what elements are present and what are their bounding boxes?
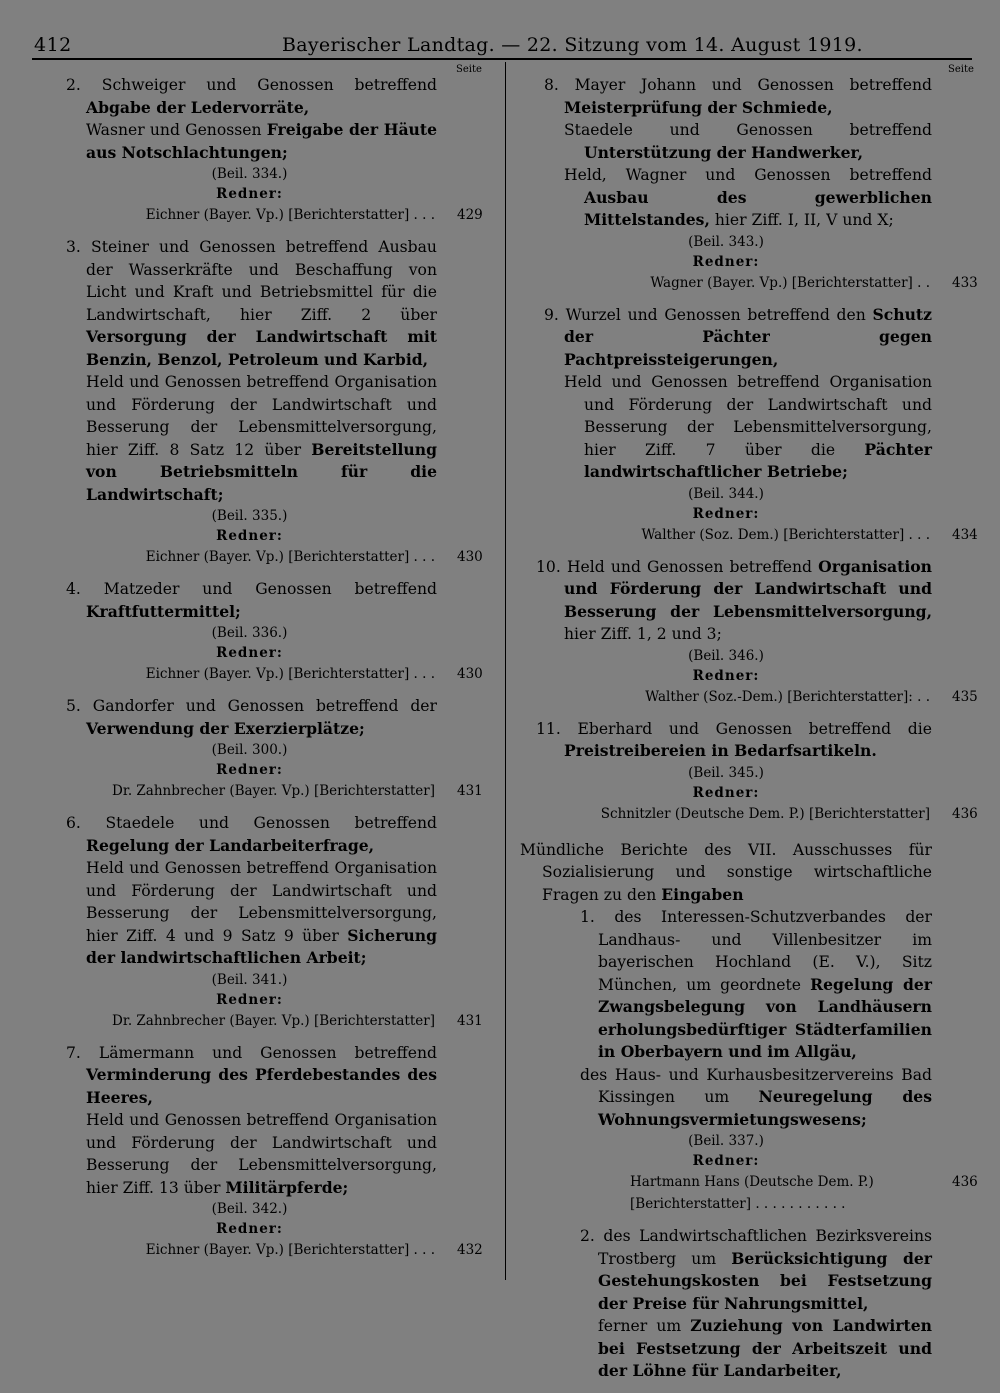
entry-subject: Kraftfuttermittel; (86, 601, 241, 621)
speaker-line (62, 204, 483, 226)
entry-text: Held, Wagner und Genossen betreffend (564, 166, 932, 184)
entry-text: des Interessen-Schutzverbandes der Landhaus- und Villenbesitzer im bayerischen Hochland (E. V.), Sitz München, um geordnete (598, 908, 932, 994)
petition-entry (520, 1225, 932, 1383)
speaker: Dr. Zahnbrecher (Bayer. Vp.) [Berichterstatter] (112, 1012, 435, 1029)
entry-text: Held und Genossen betreffend Organisation und Förderung der Landwirtschaft und Besserung der Lebensmittelversorgung, hier Ziff. 8 Satz 12 über (86, 373, 437, 459)
agenda-entry (62, 812, 483, 1032)
agenda-entry (520, 556, 978, 708)
header-rule (32, 58, 972, 60)
entry-subject: Organisation und Förderung der Landwirtschaft und Besserung der Lebensmittelversorgung, (564, 556, 932, 621)
speaker: Hartmann Hans (Deutsche Dem. P.) [Berichterstatter] . . . . . . . . . . . (630, 1174, 874, 1212)
entry-subject: Regelung der Landarbeiterfrage, (86, 835, 375, 855)
entry-subject: Meisterprüfung der Schmiede, (564, 97, 833, 117)
left-column (62, 74, 483, 1271)
speaker: Schnitzler (Deutsche Dem. P.) [Berichterstatter] (600, 805, 930, 822)
entry-number: 7. (66, 1043, 81, 1062)
redner-heading: Redner: (692, 667, 760, 684)
agenda-entry (520, 74, 978, 294)
redner-heading: Redner: (216, 186, 283, 202)
section-text: Mündliche Berichte des VII. Ausschusses für Sozialisierung und sonstige wirtschaftliche Fragen zu den (520, 840, 932, 904)
entry-subject: Preistreibereien in Bedarfsartikeln. (564, 741, 877, 760)
beilage-ref: (Beil. 337.) (688, 1133, 764, 1149)
redner-heading: Redner: (216, 762, 283, 778)
speaker: Eichner (Bayer. Vp.) [Berichterstatter] . . . (145, 1242, 435, 1258)
entry-number: 2. (66, 76, 81, 94)
entry-number: 2. (580, 1227, 595, 1245)
agenda-entry (62, 236, 483, 568)
entry-text: hier Ziff. I, II, V und X; (709, 211, 894, 229)
speaker-line (62, 546, 483, 568)
entry-text: Staedele und Genossen betreffend (105, 814, 437, 832)
redner-heading: Redner: (692, 505, 760, 522)
beilage-ref: (Beil. 342.) (211, 1201, 288, 1217)
redner-heading: Redner: (216, 528, 283, 544)
agenda-entry (520, 718, 978, 825)
speaker: Eichner (Bayer. Vp.) [Berichterstatter] . . . (145, 549, 435, 565)
entry-subject: Verwendung der Exerzierplätze; (86, 718, 365, 738)
beilage-ref: (Beil. 346.) (688, 647, 764, 664)
page-number: 412 (34, 34, 72, 56)
page-header (0, 30, 1000, 60)
speaker-line (520, 1171, 978, 1215)
entry-subject: Ausbau des gewerblichen Mittelstandes, (584, 187, 932, 229)
entry-text: Gandorfer und Genossen betreffend der (92, 697, 437, 715)
speaker: Eichner (Bayer. Vp.) [Berichterstatter] . . . (145, 666, 435, 682)
entry-subject: Regelung der Zwangsbelegung von Landhäusern erholungsbedürftiger Städterfamilien in Oberbayern und im Allgäu, (598, 974, 932, 1061)
section-subject: Eingaben (661, 884, 744, 904)
beilage-ref: (Beil. 343.) (688, 233, 764, 250)
petition-entry (520, 906, 978, 1215)
entry-number: 8. (544, 76, 559, 94)
page-ref: 435 (952, 688, 978, 705)
entry-number: 10. (536, 557, 561, 576)
entry-subject: Zuziehung von Landwirten bei Festsetzung der Arbeitszeit und der Löhne für Landarbeiter, (598, 1316, 932, 1380)
speaker: Walther (Soz.-Dem.) [Berichterstatter]: . . (645, 688, 930, 705)
entry-text: Steiner und Genossen betreffend Ausbau der Wasserkräfte und Beschaffung von Licht und Kraft und Betriebsmittel für die Landwirtschaft, hier Ziff. 2 über (86, 238, 437, 324)
speaker-line (62, 1239, 483, 1261)
entry-text: Held und Genossen betreffend Organisation und Förderung der Landwirtschaft und Besserung der Lebensmittelversorgung, hier Ziff. 7 über die (564, 373, 932, 459)
seite-label-right: Seite (948, 64, 974, 75)
page-ref: 430 (457, 666, 483, 682)
redner-heading: Redner: (216, 991, 283, 1008)
entry-text: des Landwirtschaftlichen Bezirksvereins Trostberg um (598, 1227, 932, 1268)
redner-heading: Redner: (216, 645, 283, 661)
entry-subject: Verminderung des Pferdebestandes des Heeres, (86, 1065, 437, 1107)
entry-number: 1. (580, 908, 595, 926)
redner-heading: Redner: (216, 1221, 283, 1237)
entry-subject: Militärpferde; (225, 1177, 349, 1197)
entry-number: 11. (536, 719, 561, 738)
entry-subject: Bereitstellung von Betriebsmitteln für die Landwirtschaft; (86, 439, 437, 504)
entry-subject: Sicherung der landwirtschaftlichen Arbeit; (86, 925, 437, 967)
beilage-ref: (Beil. 336.) (211, 625, 288, 641)
page-ref: 430 (457, 549, 483, 565)
entry-subject: Unterstützung der Handwerker, (584, 142, 864, 162)
redner-heading: Redner: (692, 1153, 760, 1169)
speaker: Wagner (Bayer. Vp.) [Berichterstatter] . . (650, 274, 930, 291)
entry-subject: Versorgung der Landwirtschaft mit Benzin, Benzol, Petroleum und Karbid, (86, 327, 437, 369)
speaker-line (520, 686, 978, 708)
redner-heading: Redner: (692, 784, 760, 801)
beilage-ref: (Beil. 335.) (211, 508, 288, 524)
beilage-ref: (Beil. 341.) (211, 971, 288, 988)
speaker-line (520, 524, 978, 546)
entry-text: Schweiger und Genossen betreffend (101, 76, 437, 94)
page-ref: 434 (952, 526, 978, 543)
column-divider (505, 62, 506, 1280)
entry-subject: Freigabe der Häute aus Notschlachtungen; (86, 120, 438, 162)
entry-text: des Haus- und Kurhausbesitzervereins Bad Kissingen um (580, 1065, 932, 1106)
entry-text: Held und Genossen betreffend (566, 557, 819, 576)
entry-text: Wasner und Genossen (86, 121, 267, 139)
page-ref: 432 (457, 1242, 483, 1258)
speaker: Eichner (Bayer. Vp.) [Berichterstatter] . . . (145, 207, 435, 223)
agenda-entry (520, 304, 978, 546)
entry-text: hier Ziff. 1, 2 und 3; (564, 625, 722, 643)
entry-text: ferner um (598, 1317, 691, 1335)
agenda-entry (62, 1042, 483, 1262)
beilage-ref: (Beil. 345.) (688, 764, 764, 781)
speaker-line (520, 803, 978, 825)
speaker-line (62, 1010, 483, 1032)
page-ref: 431 (457, 1012, 483, 1029)
beilage-ref: (Beil. 334.) (211, 166, 288, 182)
right-column (520, 74, 978, 1393)
page-ref: 433 (952, 274, 978, 291)
entry-number: 6. (66, 814, 81, 832)
page-ref: 436 (952, 805, 978, 822)
speaker: Dr. Zahnbrecher (Bayer. Vp.) [Berichterstatter] (112, 783, 435, 799)
entry-text: Wurzel und Genossen betreffend den (565, 305, 873, 324)
entry-text: Matzeder und Genossen betreffend (103, 580, 437, 598)
entry-text: Held und Genossen betreffend Organisation und Förderung der Landwirtschaft und Besserung der Lebensmittelversorgung, hier Ziff. 13 über (86, 1111, 437, 1197)
entry-text: Mayer Johann und Genossen betreffend (574, 76, 932, 94)
committee-section (520, 839, 978, 1383)
redner-heading: Redner: (692, 253, 760, 270)
entry-number: 3. (66, 238, 81, 256)
entry-number: 4. (66, 580, 81, 598)
agenda-entry (62, 695, 483, 802)
agenda-entry (62, 578, 483, 685)
speaker: Walther (Soz. Dem.) [Berichterstatter] . . . (641, 526, 930, 543)
speaker-line (520, 272, 978, 294)
entry-subject: Neuregelung des Wohnungsvermietungswesens; (598, 1087, 932, 1129)
entry-number: 5. (66, 697, 81, 715)
entry-subject: Abgabe der Ledervorräte, (86, 97, 310, 117)
entry-text: Held und Genossen betreffend Organisation und Förderung der Landwirtschaft und Besserung der Lebensmittelversorgung, hier Ziff. 4 und 9 Satz 9 über (86, 859, 437, 945)
entry-subject: Pächter landwirtschaftlicher Betriebe; (584, 439, 932, 481)
speaker-line (62, 780, 483, 802)
entry-text: Staedele und Genossen betreffend (564, 121, 932, 139)
entry-subject: Berücksichtigung der Gestehungskosten bei Festsetzung der Preise für Nahrungsmittel, (598, 1248, 932, 1313)
running-title: Bayerischer Landtag. — 22. Sitzung vom 14. August 1919. (282, 34, 863, 56)
seite-label-left: Seite (456, 64, 482, 75)
page-ref: 431 (457, 783, 483, 799)
beilage-ref: (Beil. 344.) (688, 485, 764, 502)
entry-subject: Schutz der Pächter gegen Pachtpreissteigerungen, (564, 304, 932, 369)
page-ref: 429 (457, 207, 483, 223)
entry-number: 9. (544, 305, 559, 324)
page-ref: 436 (952, 1174, 978, 1190)
entry-text: Eberhard und Genossen betreffend die (577, 719, 932, 738)
beilage-ref: (Beil. 300.) (211, 742, 288, 758)
agenda-entry (62, 74, 483, 226)
speaker-line (62, 663, 483, 685)
entry-text: Lämermann und Genossen betreffend (98, 1043, 437, 1062)
